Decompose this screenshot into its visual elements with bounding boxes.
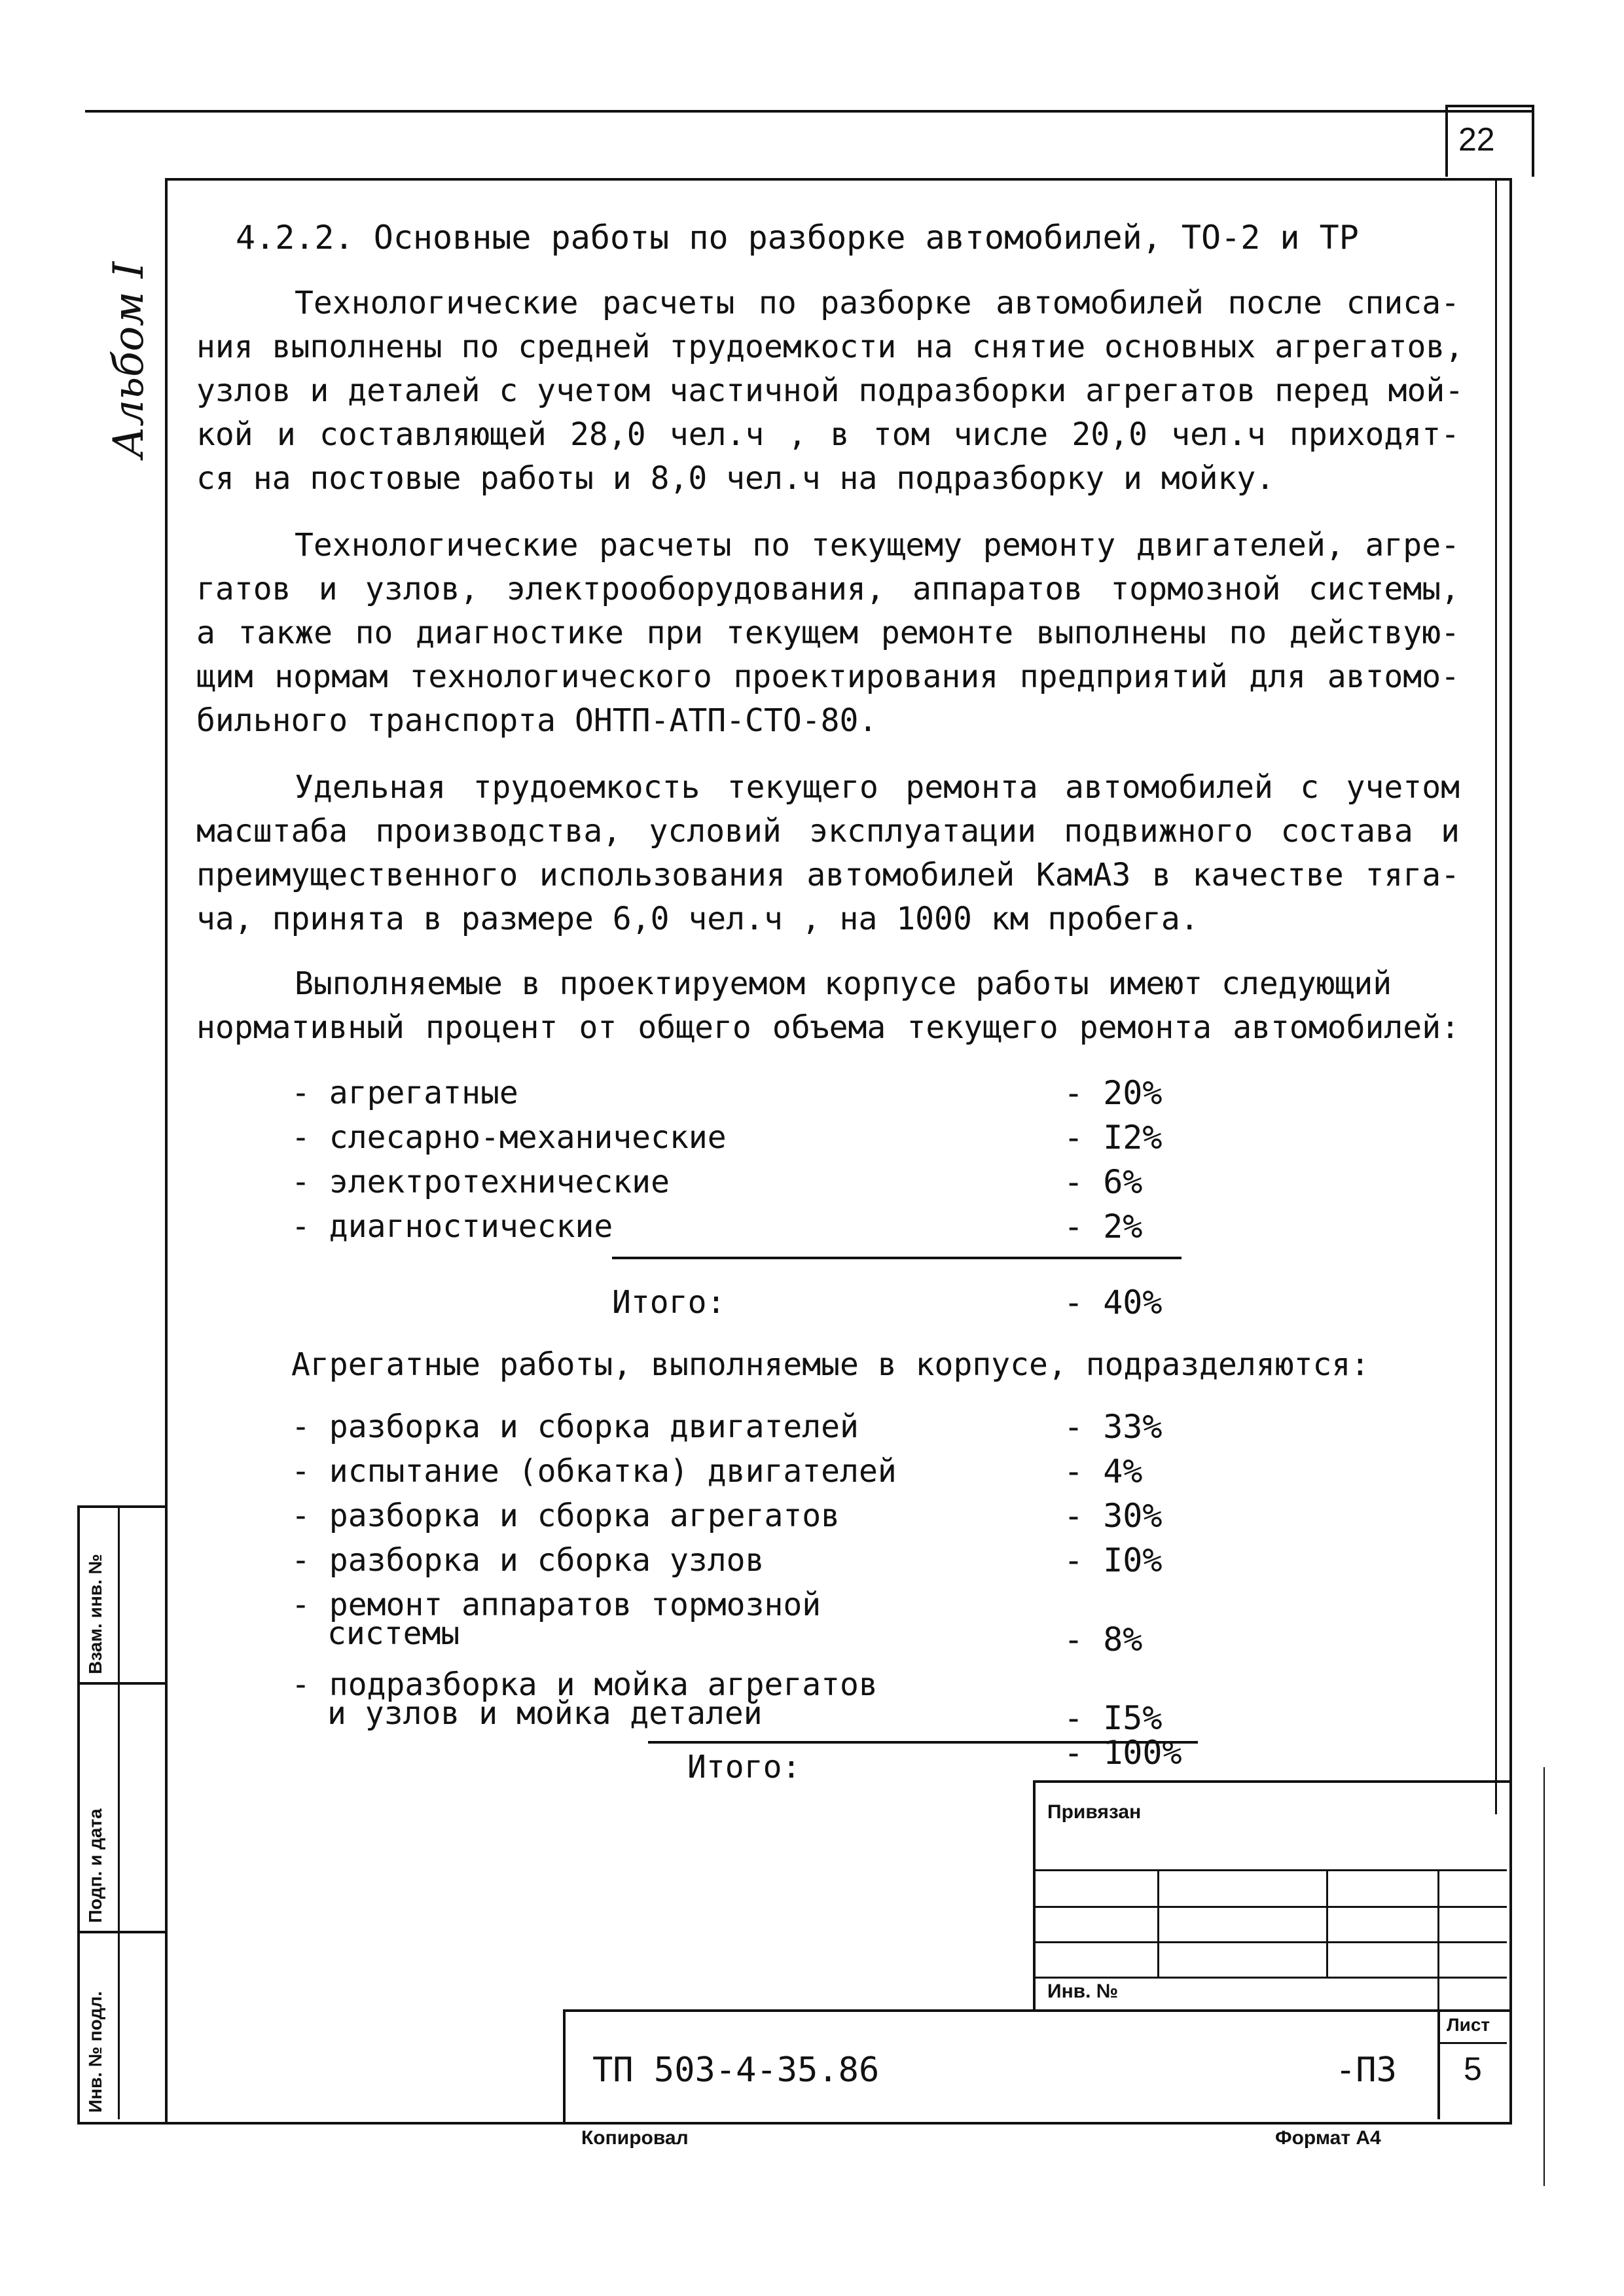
list2-item: - ремонт аппаратов тормозной: [291, 1587, 821, 1623]
footer-format: Формат А4: [1275, 2127, 1381, 2149]
paragraph-4: [196, 962, 1460, 1050]
list2-total-label: Итого:: [687, 1749, 801, 1785]
stamp-vline: [1157, 1869, 1159, 1977]
paragraph-line: ния выполнены по средней трудоемкости на снятие основных агрегатов,: [196, 329, 1464, 365]
sheet-number: 5: [1464, 2051, 1482, 2087]
side-strip-vline: [118, 1505, 120, 2119]
list2-item: - разборка и сборка агрегатов: [291, 1498, 840, 1534]
paragraph-line: преимущественного использования автомобилей КамАЗ в качестве тяга-: [196, 857, 1460, 893]
list1-underline: [612, 1257, 1182, 1259]
list1-total-value: - 40%: [1064, 1283, 1163, 1321]
stamp-hline: [1033, 1977, 1507, 1979]
list1-item: - электротехнические: [291, 1164, 670, 1200]
list2-value: - I5%: [1064, 1699, 1163, 1737]
paragraph-line: щим нормам технологического проектирования предприятий для автомо-: [196, 658, 1460, 695]
paragraph-line: Технологические расчеты по разборке автомобилей после списа-: [295, 285, 1460, 321]
list1-item: - агрегатные: [291, 1075, 518, 1111]
right-edge-line: [1543, 1767, 1545, 2186]
paragraph-line: бильного транспорта ОНТП-АТП-СТО-80.: [196, 702, 878, 739]
list1-item: - слесарно-механические: [291, 1119, 727, 1156]
list2-item: - подразборка и мойка агрегатов: [291, 1666, 878, 1703]
list2-item: - разборка и сборка узлов: [291, 1542, 765, 1579]
list1-item: - диагностические: [291, 1208, 613, 1245]
stamp-privyazan-label: Привязан: [1047, 1801, 1142, 1823]
paragraph-line: ся на постовые работы и 8,0 чел.ч на подразборку и мойку.: [196, 460, 1275, 497]
sheet-label: Лист: [1447, 2015, 1490, 2035]
list1-value: - 6%: [1064, 1163, 1143, 1201]
list2-item-cont: и узлов и мойка деталей: [327, 1695, 763, 1732]
paragraph-line: масштаба производства, условий эксплуатации подвижного состава и: [196, 813, 1460, 850]
section-heading: 4.2.2. Основные работы по разборке автомобилей, ТО-2 и ТР: [236, 219, 1359, 257]
list2-value: - 33%: [1064, 1408, 1163, 1446]
side-strip-hline: [77, 1682, 165, 1685]
list2-total-value: - 100%: [1064, 1734, 1182, 1772]
side-label-inv-podl: Инв. № подл.: [85, 1991, 105, 2113]
list2-item: - испытание (обкатка) двигателей: [291, 1453, 897, 1490]
paragraph-line: нормативный процент от общего объема текущего ремонта автомобилей:: [196, 1009, 1460, 1046]
handwritten-note: Альбом I: [105, 261, 153, 458]
paragraph-line: Удельная трудоемкость текущего ремонта автомобилей с учетом: [295, 769, 1460, 806]
paragraph-3: [196, 766, 1460, 941]
paragraph-1: [196, 281, 1464, 501]
document-code: ТП 503-4-35.86: [592, 2051, 880, 2090]
paragraph-2: [196, 524, 1460, 743]
list2-item: - разборка и сборка двигателей: [291, 1408, 859, 1445]
list2-value: - 8%: [1064, 1621, 1143, 1659]
paragraph-line: узлов и деталей с учетом частичной подразборки агрегатов перед мой-: [196, 372, 1464, 409]
paragraph-line: ча, принята в размере 6,0 чел.ч , на 1000 км пробега.: [196, 901, 1199, 937]
paragraph-line: Выполняемые в проектируемом корпусе работы имеют следующий: [295, 965, 1392, 1002]
list2-value: - 30%: [1064, 1497, 1163, 1535]
list2-item-cont: системы: [327, 1615, 460, 1652]
stamp-hline: [1033, 1941, 1507, 1943]
side-label-podp-data: Подп. и дата: [85, 1808, 105, 1923]
stamp-vline: [1326, 1869, 1328, 1977]
stamp-hline: [1033, 1906, 1507, 1908]
sheet-vline: [1437, 2009, 1440, 2119]
paragraph-line: гатов и узлов, электрооборудования, аппаратов тормозной системы,: [196, 571, 1460, 607]
side-strip-hline: [77, 1931, 165, 1933]
sheet-hline: [1437, 2042, 1507, 2044]
list1-value: - I2%: [1064, 1119, 1163, 1157]
stamp-hline: [1033, 1869, 1507, 1871]
stamp-vline: [1437, 1869, 1439, 2013]
paragraph-line: а также по диагностике при текущем ремонте выполнены по действую-: [196, 615, 1460, 651]
list2-value: - I0%: [1064, 1541, 1163, 1579]
list1-value: - 2%: [1064, 1208, 1143, 1246]
top-rule: [85, 110, 1532, 113]
paragraph-line: Технологические расчеты по текущему ремонту двигателей, агре-: [295, 527, 1460, 564]
frame-inner-right: [1495, 178, 1497, 1814]
list1-total-label: Итого:: [612, 1284, 726, 1321]
stamp-inv-label: Инв. №: [1047, 1981, 1119, 2002]
list2-intro: Агрегатные работы, выполняемые в корпусе, подразделяются:: [291, 1346, 1370, 1383]
document-suffix: -ПЗ: [1335, 2051, 1397, 2090]
list2-value: - 4%: [1064, 1452, 1143, 1490]
page-number: 22: [1458, 121, 1495, 158]
paragraph-line: кой и составляющей 28,0 чел.ч , в том числе 20,0 чел.ч приходят-: [196, 416, 1460, 453]
list1-value: - 20%: [1064, 1074, 1163, 1112]
footer-copied: Копировал: [581, 2127, 689, 2149]
side-label-vzam-inv: Взам. инв. №: [85, 1554, 105, 1674]
